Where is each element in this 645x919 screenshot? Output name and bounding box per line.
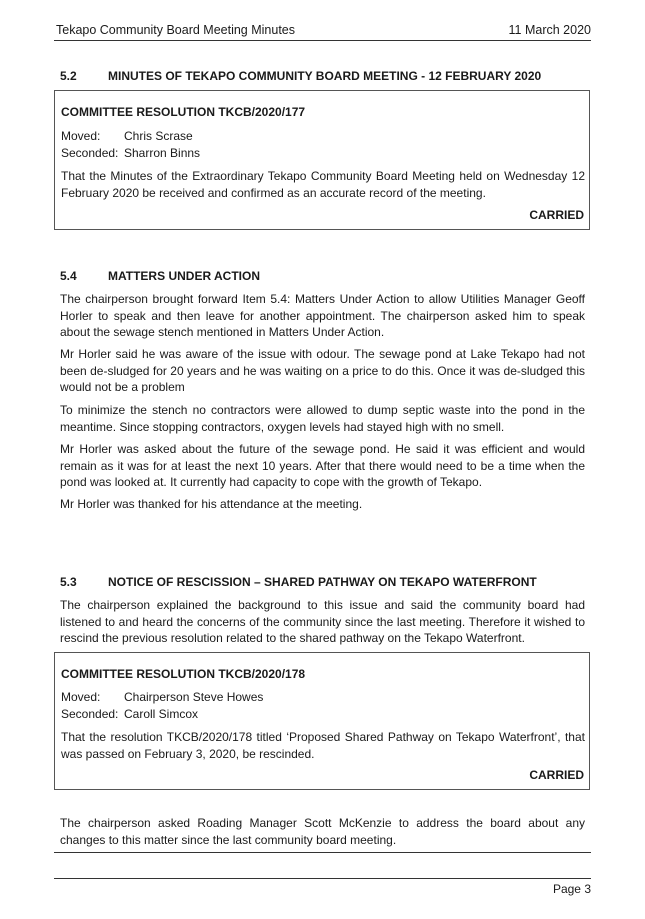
seconded-value: Sharron Binns (124, 146, 201, 160)
section-5-2-heading (60, 69, 541, 83)
paragraph: To minimize the stench no contractors were allowed to dump septic waste into the pond in the meantime. Since stopping contractors, oxygen levels had stayed high with no smell. (60, 403, 585, 434)
document-title: Tekapo Community Board Meeting Minutes (56, 23, 296, 37)
seconded-row (61, 146, 200, 160)
resolution-text: That the resolution TKCB/2020/178 titled ‘Proposed Shared Pathway on Tekapo Waterfront’, that was passed on February 3, 2020, be rescinded. (61, 730, 585, 761)
footer-divider-top (54, 852, 591, 853)
seconded-row (61, 707, 198, 721)
seconded-label: Seconded: (61, 146, 119, 160)
moved-row (61, 690, 263, 704)
paragraph: Mr Horler was thanked for his attendance at the meeting. (60, 497, 363, 511)
moved-row (61, 129, 193, 143)
seconded-label: Seconded: (61, 707, 119, 721)
paragraph: The chairperson brought forward Item 5.4: Matters Under Action to allow Utilities Manager Geoff Horler to speak and then leave for another appointment. The chairperson asked him to speak about the sewage stench mentioned in Matters Under Action. (60, 292, 585, 339)
paragraph: The chairperson explained the background to this issue and said the community board had listened to and heard the concerns of the community since the last meeting. Therefore it wished to rescind the previous resolution related to the shared pathway on the Tekapo Waterfront. (60, 598, 585, 645)
resolution-title: COMMITTEE RESOLUTION TKCB/2020/178 (61, 667, 306, 681)
section-5-3-heading (60, 575, 537, 589)
resolution-text: That the Minutes of the Extraordinary Tekapo Community Board Meeting held on Wednesday 12 February 2020 be received and confirmed as an accurate record of the meeting. (61, 169, 585, 200)
section-title: MATTERS UNDER ACTION (108, 269, 260, 283)
footer-divider (54, 878, 591, 879)
page-header (54, 22, 591, 41)
resolution-outcome: CARRIED (529, 208, 584, 222)
paragraph: The chairperson asked Roading Manager Scott McKenzie to address the board about any changes to this matter since the last community board meeting. (60, 816, 585, 847)
section-number: 5.3 (60, 575, 77, 589)
paragraph: Mr Horler was asked about the future of the sewage pond. He said it was efficient and would remain as it was for at least the next 10 years. After that there would need to be a time when the pond was looked at. It currently had capacity to cope with the growth of Tekapo. (60, 442, 585, 489)
resolution-title: COMMITTEE RESOLUTION TKCB/2020/177 (61, 105, 306, 119)
document-date: 11 March 2020 (508, 23, 591, 37)
section-number: 5.4 (60, 269, 77, 283)
moved-label: Moved: (61, 690, 101, 704)
paragraph: Mr Horler said he was aware of the issue with odour. The sewage pond at Lake Tekapo had not been de-sludged for 20 years and he was waiting on a price to do this. Once it was de-sludged this would not be a problem (60, 347, 585, 394)
page-number: Page 3 (552, 882, 591, 896)
seconded-value: Caroll Simcox (124, 707, 199, 721)
resolution-outcome: CARRIED (529, 768, 584, 782)
section-title: NOTICE OF RESCISSION – SHARED PATHWAY ON TEKAPO WATERFRONT (108, 575, 537, 589)
section-number: 5.2 (60, 69, 77, 83)
moved-value: Chairperson Steve Howes (124, 690, 264, 704)
resolution-box-177 (54, 90, 590, 230)
moved-label: Moved: (61, 129, 101, 143)
moved-value: Chris Scrase (124, 129, 193, 143)
section-title: MINUTES OF TEKAPO COMMUNITY BOARD MEETING - 12 FEBRUARY 2020 (108, 69, 542, 83)
section-5-4-heading (60, 269, 260, 283)
resolution-box-178 (54, 652, 590, 790)
